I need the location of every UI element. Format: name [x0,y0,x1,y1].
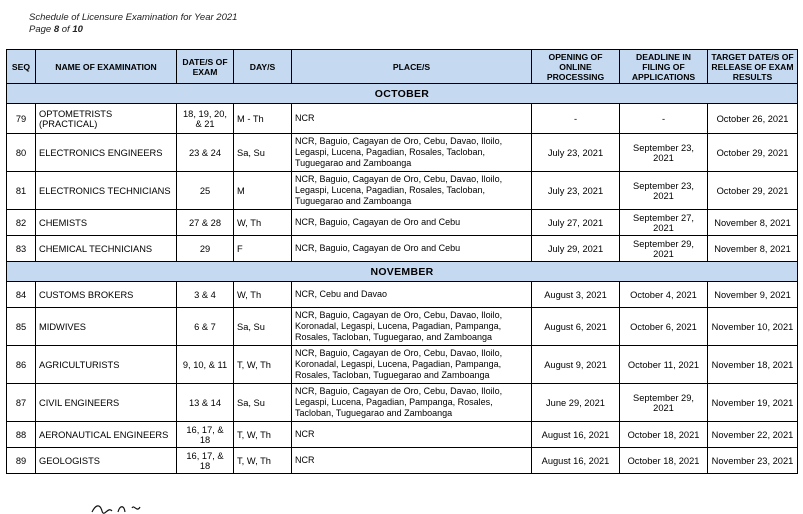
table-row [7,422,798,448]
places-cell: NCR, Baguio, Cagayan de Oro and Cebu [292,210,532,236]
header-row [7,50,798,84]
exam-name-cell: CUSTOMS BROKERS [36,282,177,308]
seq-cell: 79 [7,104,36,134]
seq-cell: 80 [7,134,36,172]
exam-days-cell: Sa, Su [234,308,292,346]
target-cell: November 18, 2021 [708,346,798,384]
exam-dates-cell: 18, 19, 20, & 21 [177,104,234,134]
target-cell: November 8, 2021 [708,236,798,262]
table-row [7,210,798,236]
target-cell: October 26, 2021 [708,104,798,134]
opening-cell: June 29, 2021 [532,384,620,422]
col-header-seq: SEQ [7,50,36,84]
opening-cell: August 16, 2021 [532,422,620,448]
deadline-cell: October 11, 2021 [620,346,708,384]
seq-cell: 88 [7,422,36,448]
target-cell: November 9, 2021 [708,282,798,308]
exam-name-cell: OPTOMETRISTS (PRACTICAL) [36,104,177,134]
seq-cell: 86 [7,346,36,384]
exam-dates-cell: 16, 17, & 18 [177,448,234,474]
exam-dates-cell: 16, 17, & 18 [177,422,234,448]
exam-dates-cell: 13 & 14 [177,384,234,422]
exam-days-cell: M - Th [234,104,292,134]
table-row [7,346,798,384]
seq-cell: 81 [7,172,36,210]
seq-cell: 82 [7,210,36,236]
places-cell: NCR, Baguio, Cagayan de Oro, Cebu, Davao, Iloilo, Legaspi, Lucena, Pagadian, Rosales, Tacloban, Tuguegarao and Zamboanga [292,134,532,172]
places-cell: NCR [292,104,532,134]
exam-name-cell: AERONAUTICAL ENGINEERS [36,422,177,448]
exam-name-cell: MIDWIVES [36,308,177,346]
seq-cell: 87 [7,384,36,422]
signature-mark [88,502,168,514]
deadline-cell: September 23, 2021 [620,172,708,210]
col-header-days: DAY/S [234,50,292,84]
exam-name-cell: CIVIL ENGINEERS [36,384,177,422]
deadline-cell: October 6, 2021 [620,308,708,346]
page-of: of [61,24,70,35]
places-cell: NCR [292,448,532,474]
target-cell: October 29, 2021 [708,134,798,172]
month-row [7,262,798,282]
places-cell: NCR, Baguio, Cagayan de Oro, Cebu, Davao, Iloilo, Legaspi, Lucena, Pagadian, Rosales, Tacloban, Tuguegarao and Zamboanga [292,172,532,210]
opening-cell: August 9, 2021 [532,346,620,384]
deadline-cell: October 4, 2021 [620,282,708,308]
deadline-cell: October 18, 2021 [620,448,708,474]
deadline-cell: September 29, 2021 [620,236,708,262]
exam-dates-cell: 3 & 4 [177,282,234,308]
page-indicator [29,24,237,36]
target-cell: November 10, 2021 [708,308,798,346]
table-row [7,236,798,262]
opening-cell: July 27, 2021 [532,210,620,236]
opening-cell: July 29, 2021 [532,236,620,262]
table-row [7,172,798,210]
opening-cell: July 23, 2021 [532,172,620,210]
places-cell: NCR, Baguio, Cagayan de Oro, Cebu, Davao, Iloilo, Koronadal, Legaspi, Lucena, Pagadian, Pampanga, Rosales, Tacloban, Tuguegarao and Zamboanga [292,346,532,384]
page-current: 8 [53,24,60,35]
col-header-target: TARGET DATE/S OF RELEASE OF EXAM RESULTS [708,50,798,84]
exam-name-cell: CHEMICAL TECHNICIANS [36,236,177,262]
exam-dates-cell: 6 & 7 [177,308,234,346]
exam-name-cell: ELECTRONICS ENGINEERS [36,134,177,172]
seq-cell: 89 [7,448,36,474]
places-cell: NCR, Baguio, Cagayan de Oro and Cebu [292,236,532,262]
exam-days-cell: W, Th [234,282,292,308]
places-cell: NCR, Cebu and Davao [292,282,532,308]
exam-schedule-table [6,49,798,474]
opening-cell: August 3, 2021 [532,282,620,308]
col-header-opening: OPENING OF ONLINE PROCESSING [532,50,620,84]
exam-days-cell: T, W, Th [234,422,292,448]
table-row [7,282,798,308]
month-label: NOVEMBER [7,262,798,282]
opening-cell: July 23, 2021 [532,134,620,172]
deadline-cell: - [620,104,708,134]
exam-name-cell: AGRICULTURISTS [36,346,177,384]
opening-cell: August 16, 2021 [532,448,620,474]
exam-days-cell: W, Th [234,210,292,236]
page-prefix: Page [29,24,52,35]
table-row [7,448,798,474]
exam-dates-cell: 27 & 28 [177,210,234,236]
target-cell: November 22, 2021 [708,422,798,448]
exam-days-cell: T, W, Th [234,448,292,474]
exam-dates-cell: 23 & 24 [177,134,234,172]
target-cell: October 29, 2021 [708,172,798,210]
seq-cell: 84 [7,282,36,308]
col-header-places: PLACE/S [292,50,532,84]
col-header-deadline: DEADLINE IN FILING OF APPLICATIONS [620,50,708,84]
places-cell: NCR [292,422,532,448]
page-total: 10 [72,24,83,35]
exam-days-cell: Sa, Su [234,384,292,422]
col-header-dates: DATE/S OF EXAM [177,50,234,84]
col-header-name: NAME OF EXAMINATION [36,50,177,84]
deadline-cell: October 18, 2021 [620,422,708,448]
exam-dates-cell: 29 [177,236,234,262]
exam-days-cell: F [234,236,292,262]
table-row [7,384,798,422]
exam-name-cell: GEOLOGISTS [36,448,177,474]
exam-dates-cell: 9, 10, & 11 [177,346,234,384]
exam-dates-cell: 25 [177,172,234,210]
month-label: OCTOBER [7,84,798,104]
places-cell: NCR, Baguio, Cagayan de Oro, Cebu, Davao, Iloilo, Legaspi, Lucena, Pagadian, Pampanga, Rosales, Tacloban, Tuguegarao and Zamboanga [292,384,532,422]
table-row [7,104,798,134]
seq-cell: 85 [7,308,36,346]
opening-cell: August 6, 2021 [532,308,620,346]
target-cell: November 8, 2021 [708,210,798,236]
exam-name-cell: CHEMISTS [36,210,177,236]
target-cell: November 19, 2021 [708,384,798,422]
deadline-cell: September 27, 2021 [620,210,708,236]
target-cell: November 23, 2021 [708,448,798,474]
schedule-body [7,84,798,474]
document-header [29,12,237,36]
table-row [7,134,798,172]
exam-days-cell: T, W, Th [234,346,292,384]
exam-days-cell: Sa, Su [234,134,292,172]
opening-cell: - [532,104,620,134]
places-cell: NCR, Baguio, Cagayan de Oro, Cebu, Davao, Iloilo, Koronadal, Legaspi, Lucena, Pagadian, Pampanga, Rosales, Tacloban, Tuguegarao, and Zamboanga [292,308,532,346]
exam-name-cell: ELECTRONICS TECHNICIANS [36,172,177,210]
month-row [7,84,798,104]
exam-days-cell: M [234,172,292,210]
deadline-cell: September 23, 2021 [620,134,708,172]
seq-cell: 83 [7,236,36,262]
deadline-cell: September 29, 2021 [620,384,708,422]
document-title: Schedule of Licensure Examination for Year 2021 [29,12,238,23]
table-row [7,308,798,346]
